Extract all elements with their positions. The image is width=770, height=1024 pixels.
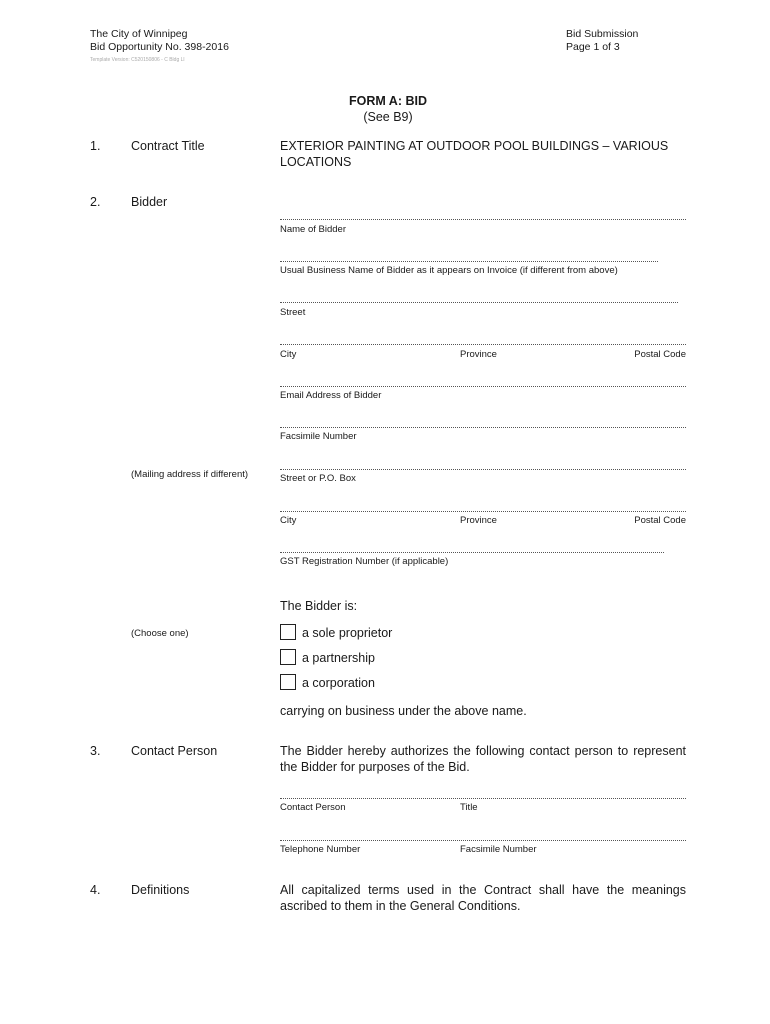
street-label: Street — [280, 307, 306, 318]
city-province-postal-input[interactable] — [280, 344, 686, 345]
email-input[interactable] — [280, 386, 686, 387]
section-2-number: 2. — [90, 195, 101, 209]
city-province-postal-2-input[interactable] — [280, 511, 686, 512]
definitions-text: All capitalized terms used in the Contract shall have the meanings ascribed to them in the General Conditions. — [280, 883, 686, 913]
header-page-number: Page 1 of 3 — [566, 41, 620, 53]
contact-person-authorization-text: The Bidder hereby authorizes the following contact person to represent the Bidder for purposes of the Bid. — [280, 744, 686, 774]
fax-2-label: Facsimile Number — [460, 844, 537, 855]
gst-input[interactable] — [280, 552, 664, 553]
section-4-label: Definitions — [131, 883, 190, 897]
corporation-checkbox[interactable] — [280, 674, 296, 690]
contact-person-title-input[interactable] — [280, 798, 686, 799]
form-see-reference: (See B9) — [363, 110, 413, 124]
street-po-input[interactable] — [280, 469, 686, 470]
header-bid-number: Bid Opportunity No. 398-2016 — [90, 41, 229, 53]
section-2-label: Bidder — [131, 195, 168, 209]
section-1-label: Contract Title — [131, 139, 205, 153]
section-3-number: 3. — [90, 744, 101, 758]
province-label: Province — [460, 349, 497, 360]
choose-one-note: (Choose one) — [131, 628, 189, 639]
corporation-label: a corporation — [302, 676, 375, 690]
title-label: Title — [460, 802, 478, 813]
sole-proprietor-label: a sole proprietor — [302, 626, 393, 640]
carrying-on-business-text: carrying on business under the above name. — [280, 704, 527, 718]
province-2-label: Province — [460, 515, 497, 526]
partnership-checkbox[interactable] — [280, 649, 296, 665]
section-4-number: 4. — [90, 883, 101, 897]
section-1-number: 1. — [90, 139, 101, 153]
contract-title-line-2: LOCATIONS — [280, 155, 352, 169]
postal-code-2-label: Postal Code — [634, 515, 686, 526]
sole-proprietor-checkbox[interactable] — [280, 624, 296, 640]
partnership-label: a partnership — [302, 651, 375, 665]
section-3-label: Contact Person — [131, 744, 218, 758]
gst-label: GST Registration Number (if applicable) — [280, 556, 449, 567]
email-label: Email Address of Bidder — [280, 390, 382, 401]
telephone-label: Telephone Number — [280, 844, 361, 855]
fax-label: Facsimile Number — [280, 431, 357, 442]
postal-code-label: Postal Code — [634, 349, 686, 360]
city-label: City — [280, 349, 297, 360]
usual-business-name-input[interactable] — [280, 261, 658, 262]
street-po-label: Street or P.O. Box — [280, 473, 356, 484]
header-template-version: Template Version: C520150806 - C Bldg Ll — [90, 57, 185, 63]
fax-input[interactable] — [280, 427, 686, 428]
telephone-fax-input[interactable] — [280, 840, 686, 841]
usual-business-name-label: Usual Business Name of Bidder as it appears on Invoice (if different from above) — [280, 265, 618, 276]
city-2-label: City — [280, 515, 297, 526]
contact-person-label: Contact Person — [280, 802, 346, 813]
form-title: FORM A: BID — [349, 94, 427, 108]
header-doc-type: Bid Submission — [566, 28, 639, 40]
bidder-is-intro: The Bidder is: — [280, 599, 358, 613]
name-of-bidder-label: Name of Bidder — [280, 224, 347, 235]
street-input[interactable] — [280, 302, 678, 303]
header-org: The City of Winnipeg — [90, 28, 188, 40]
name-of-bidder-input[interactable] — [280, 219, 686, 220]
mailing-address-note: (Mailing address if different) — [131, 469, 249, 480]
contract-title-line-1: EXTERIOR PAINTING AT OUTDOOR POOL BUILDINGS – VARIOUS — [280, 139, 669, 153]
